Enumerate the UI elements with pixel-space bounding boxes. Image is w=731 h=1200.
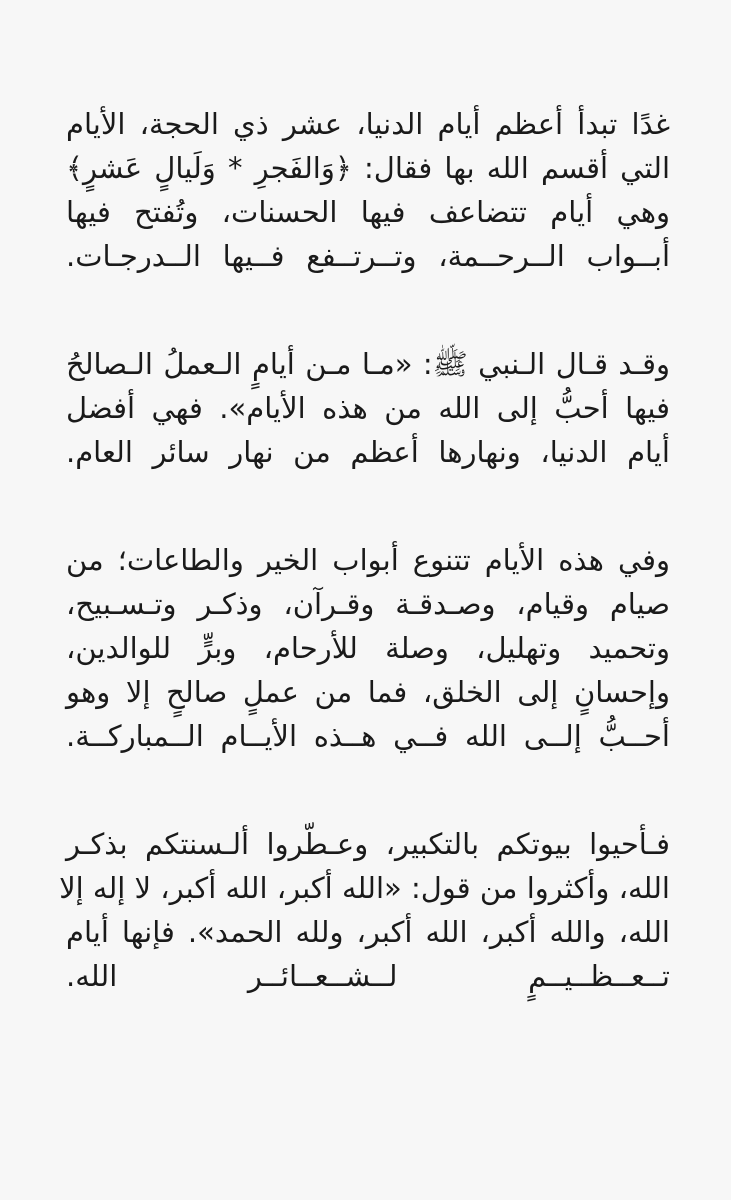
text-line: وهي أيام تتضاعف فيها الحسنات، وتُفتح فيها — [66, 195, 670, 229]
text-line: صيام وقيام، وصـدقـة وقـرآن، وذكـر وتـسـبيح، — [66, 587, 670, 621]
text-line: وتحميد وتهليل، وصلة للأرحام، وبرٍّ للوالدين، — [66, 631, 670, 665]
text-line: أبــواب الــرحــمة، وتــرتــفع فــيها الــدرجـات. — [66, 239, 670, 273]
text-line: وفي هذه الأيام تتنوع أبواب الخير والطاعات؛ من — [66, 543, 670, 577]
text-line: التي أقسم الله بها فقال: ﴿وَالفَجرِ * وَلَيالٍ عَشرٍ﴾ — [66, 151, 670, 185]
text-line: تــعــظــيــمٍ لــشــعــائــر الله. — [66, 959, 670, 993]
text-line: فيها أحبُّ إلى الله من هذه الأيام». فهي أفضل — [66, 391, 670, 425]
text-line: الله، والله أكبر، الله أكبر، ولله الحمد». فإنها أيام — [66, 915, 670, 949]
text-line: أحــبُّ إلــى الله فــي هــذه الأيــام الــمباركــة. — [66, 719, 670, 753]
text-line: فـأحيوا بيوتكم بالتكبير، وعـطّروا ألـسنتكم بذكـر — [66, 827, 670, 861]
text-line: غدًا تبدأ أعظم أيام الدنيا، عشر ذي الحجة، الأيام — [66, 107, 670, 141]
text-line: وقـد قـال الـنبي ﷺ: «مـا مـن أيامٍ الـعملُ الـصالحُ — [66, 347, 670, 381]
paragraph-1 — [66, 102, 670, 278]
text-line: وإحسانٍ إلى الخلق، فما من عملٍ صالحٍ إلا وهو — [66, 675, 670, 709]
text-line: أيام الدنيا، ونهارها أعظم من نهار سائر العام. — [66, 435, 670, 469]
paragraph-4 — [59, 822, 670, 998]
text-line: الله، وأكثروا من قول: «الله أكبر، الله أكبر، لا إله إلا — [59, 871, 670, 905]
article-text — [59, 102, 670, 998]
paragraph-3 — [66, 538, 670, 758]
paragraph-2 — [66, 342, 670, 474]
